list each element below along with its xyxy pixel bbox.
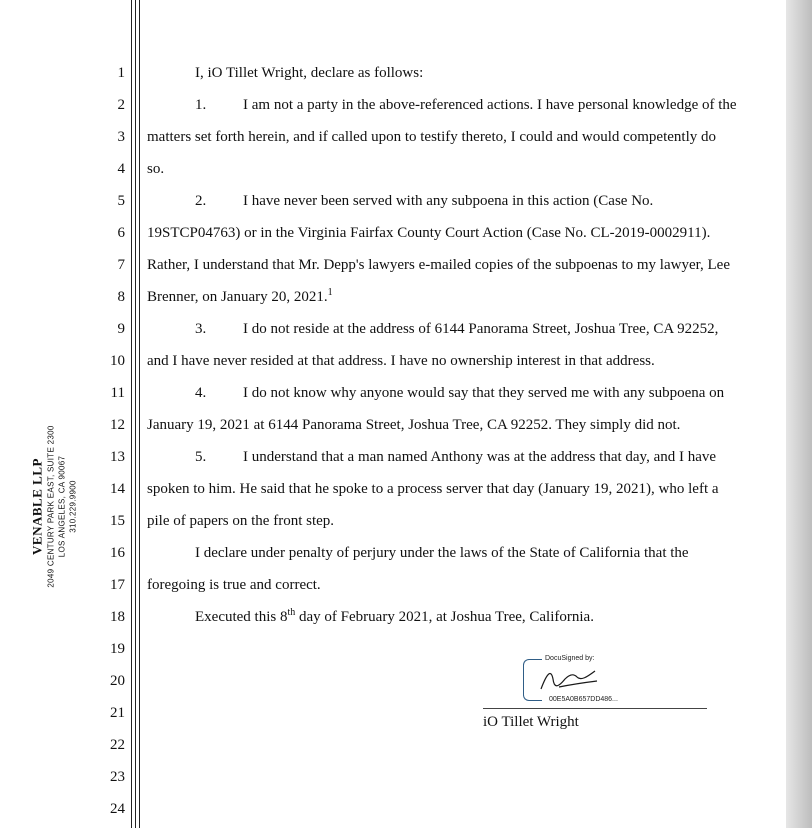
paragraph-text: I am not a party in the above-referenced actions. I have personal knowledge of the	[243, 97, 737, 113]
line-number: 3	[117, 129, 125, 145]
paragraph-text: I do not know why anyone would say that they served me with any subpoena on	[243, 385, 725, 401]
paragraph-text: I have never been served with any subpoena in this action (Case No.	[243, 193, 654, 209]
line-number: 6	[117, 225, 125, 241]
perjury-statement: I declare under penalty of perjury under the laws of the State of California that the	[195, 545, 689, 561]
declaration-intro: I, iO Tillet Wright, declare as follows:	[195, 65, 424, 81]
line-number: 2	[117, 97, 125, 113]
paragraph-text: I understand that a man named Anthony was at the address that day, and I have	[243, 449, 717, 465]
paragraph-text: and I have never resided at that address. I have no ownership interest in that address.	[147, 353, 655, 369]
left-margin-rule	[135, 0, 136, 828]
paragraph-text: January 19, 2021 at 6144 Panorama Street, Joshua Tree, CA 92252. They simply did not.	[147, 417, 681, 433]
line-number: 16	[110, 545, 125, 561]
paragraph-number: 3.	[195, 321, 207, 337]
firm-phone: 310.229.9900	[68, 480, 78, 533]
paragraph-text-span: Brenner, on January 20, 2021.	[147, 289, 328, 305]
line-number: 14	[110, 481, 125, 497]
perjury-statement: foregoing is true and correct.	[147, 577, 321, 593]
line-number: 1	[117, 65, 125, 81]
line-number: 15	[110, 513, 125, 529]
signer-name: iO Tillet Wright	[483, 714, 579, 730]
paragraph-number: 4.	[195, 385, 207, 401]
paragraph-text: pile of papers on the front step.	[147, 513, 335, 529]
line-number: 20	[110, 673, 125, 689]
line-number: 10	[110, 353, 125, 369]
execution-text: Executed this 8	[195, 609, 288, 625]
paragraph-text	[147, 288, 333, 306]
line-number: 22	[110, 737, 125, 753]
line-number: 4	[117, 161, 125, 177]
paragraph-number: 1.	[195, 97, 207, 113]
line-number: 9	[117, 321, 125, 337]
line-number: 12	[110, 417, 125, 433]
docusign-label: DocuSigned by:	[545, 655, 595, 662]
paragraph-text: spoken to him. He said that he spoke to a process server that day (January 19, 2021), who left a	[147, 481, 719, 497]
paragraph-number: 2.	[195, 193, 207, 209]
ordinal-suffix: th	[287, 607, 296, 618]
firm-name: VENABLE LLP	[29, 458, 45, 555]
line-number: 8	[117, 289, 125, 305]
paragraph-text: so.	[147, 161, 165, 177]
paragraph-number: 5.	[195, 449, 207, 465]
signature-scribble-icon	[537, 665, 607, 695]
line-number: 5	[117, 193, 125, 209]
line-number: 17	[110, 577, 125, 593]
line-number: 19	[110, 641, 125, 657]
page-edge	[786, 0, 812, 828]
left-margin-rule	[139, 0, 140, 828]
line-number: 24	[110, 801, 125, 817]
line-number: 21	[110, 705, 125, 721]
left-margin-rule	[131, 0, 132, 828]
paragraph-text: Rather, I understand that Mr. Depp's lawyers e-mailed copies of the subpoenas to my lawyer, Lee	[147, 257, 730, 273]
execution-statement	[195, 608, 594, 626]
footnote-marker: 1	[327, 287, 333, 298]
line-number: 13	[110, 449, 125, 465]
docusign-envelope-id: 00E5A0B657DD486...	[549, 696, 618, 703]
line-number: 11	[110, 385, 125, 401]
line-number: 23	[110, 769, 125, 785]
line-number: 18	[110, 609, 125, 625]
firm-address: 2049 CENTURY PARK EAST, SUITE 2300	[46, 425, 56, 588]
docusign-stamp	[523, 655, 635, 703]
paragraph-text: I do not reside at the address of 6144 Panorama Street, Joshua Tree, CA 92252,	[243, 321, 719, 337]
line-number: 7	[117, 257, 125, 273]
execution-text: day of February 2021, at Joshua Tree, California.	[295, 609, 594, 625]
paragraph-text: 19STCP04763) or in the Virginia Fairfax County Court Action (Case No. CL-2019-0002911).	[147, 225, 711, 241]
signature-line	[483, 708, 707, 709]
paragraph-text: matters set forth herein, and if called upon to testify thereto, I could and would competently do	[147, 129, 717, 145]
firm-city: LOS ANGELES, CA 90067	[57, 455, 67, 558]
